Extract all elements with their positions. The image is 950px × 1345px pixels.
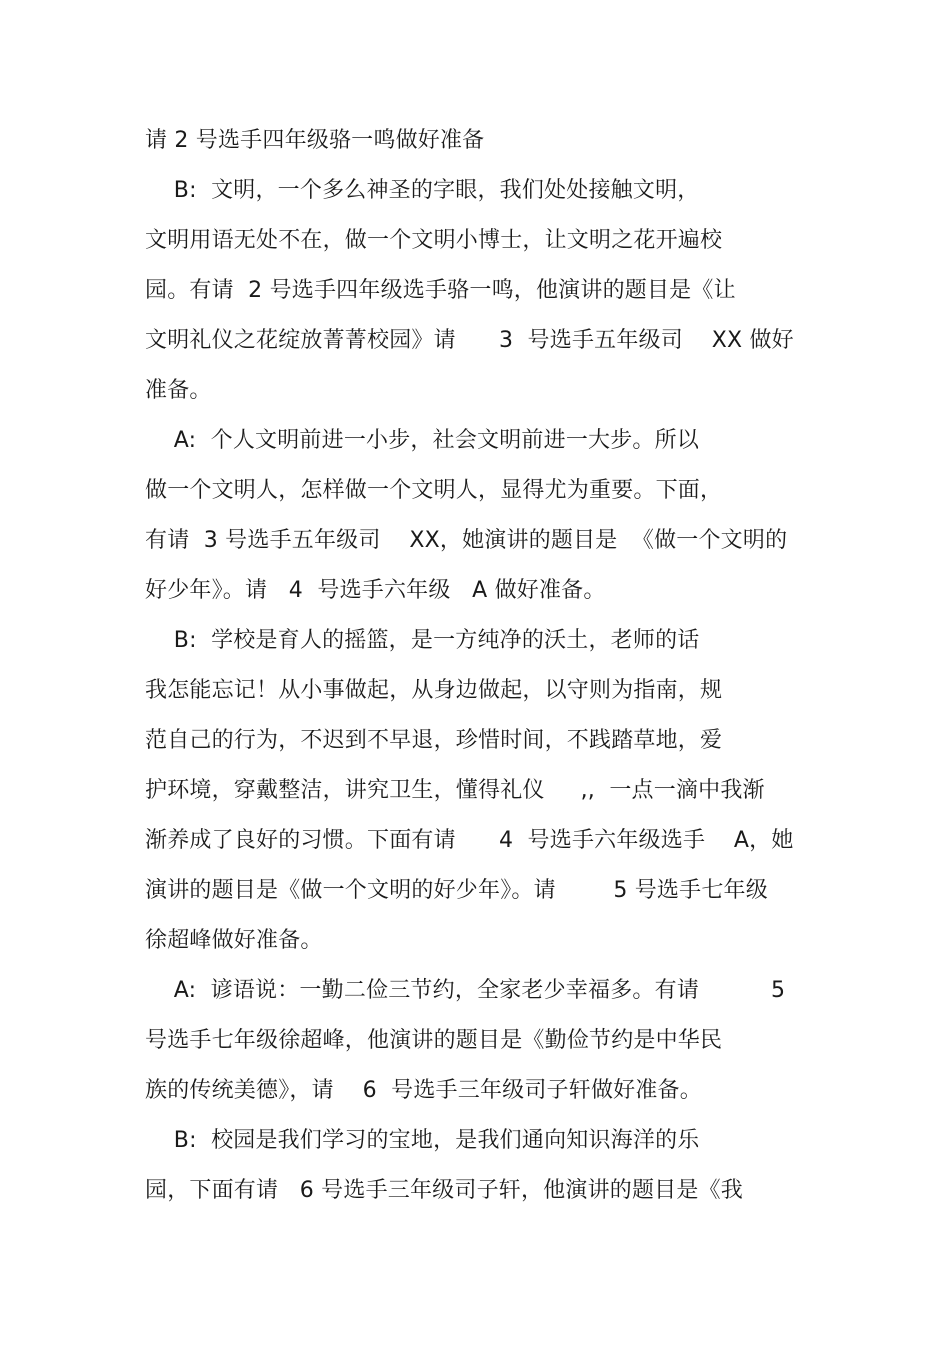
text-line: A: 个人文明前进一小步，社会文明前进一大步。所以 [145, 428, 700, 453]
text-line: 护环境，穿戴整洁，讲究卫生，懂得礼仪 ,, 一点一滴中我渐 [145, 778, 765, 803]
text-line: A: 谚语说：一勤二俭三节约，全家老少幸福多。有请 5 [145, 978, 786, 1003]
text-line: 渐养成了良好的习惯。下面有请 4 号选手六年级选手 A，她 [145, 828, 794, 853]
text-line: 演讲的题目是《做一个文明的好少年》。请 5 号选手七年级 [145, 878, 768, 903]
text-line: 徐超峰做好准备。 [145, 928, 323, 953]
text-line: 园，下面有请 6 号选手三年级司子轩，他演讲的题目是《我 [145, 1178, 743, 1203]
text-line: 范自己的行为，不迟到不早退，珍惜时间，不践踏草地，爱 [145, 728, 723, 753]
text-line: B: 文明，一个多么神圣的字眼，我们处处接触文明， [145, 178, 700, 203]
text-line: 好少年》。请 4 号选手六年级 A 做好准备。 [145, 578, 606, 603]
text-line: 我怎能忘记！从小事做起，从身边做起，以守则为指南，规 [145, 678, 723, 703]
text-line: 号选手七年级徐超峰，他演讲的题目是《勤俭节约是中华民 [145, 1028, 723, 1053]
text-line: 园。有请 2 号选手四年级选手骆一鸣，他演讲的题目是《让 [145, 278, 736, 303]
text-line: 有请 3 号选手五年级司 XX，她演讲的题目是 《做一个文明的 [145, 528, 788, 553]
text-line: 族的传统美德》，请 6 号选手三年级司子轩做好准备。 [145, 1078, 702, 1103]
text-line: 请 2 号选手四年级骆一鸣做好准备 [145, 128, 485, 153]
text-line: 文明用语无处不在，做一个文明小博士，让文明之花开遍校 [145, 228, 723, 253]
text-line: 做一个文明人，怎样做一个文明人，显得尤为重要。下面， [145, 478, 723, 503]
text-line: 文明礼仪之花绽放菁菁校园》请 3 号选手五年级司 XX 做好 [145, 328, 794, 353]
text-line: B: 学校是育人的摇篮，是一方纯净的沃土，老师的话 [145, 628, 700, 653]
text-line: B: 校园是我们学习的宝地，是我们通向知识海洋的乐 [145, 1128, 700, 1153]
text-line: 准备。 [145, 378, 212, 403]
